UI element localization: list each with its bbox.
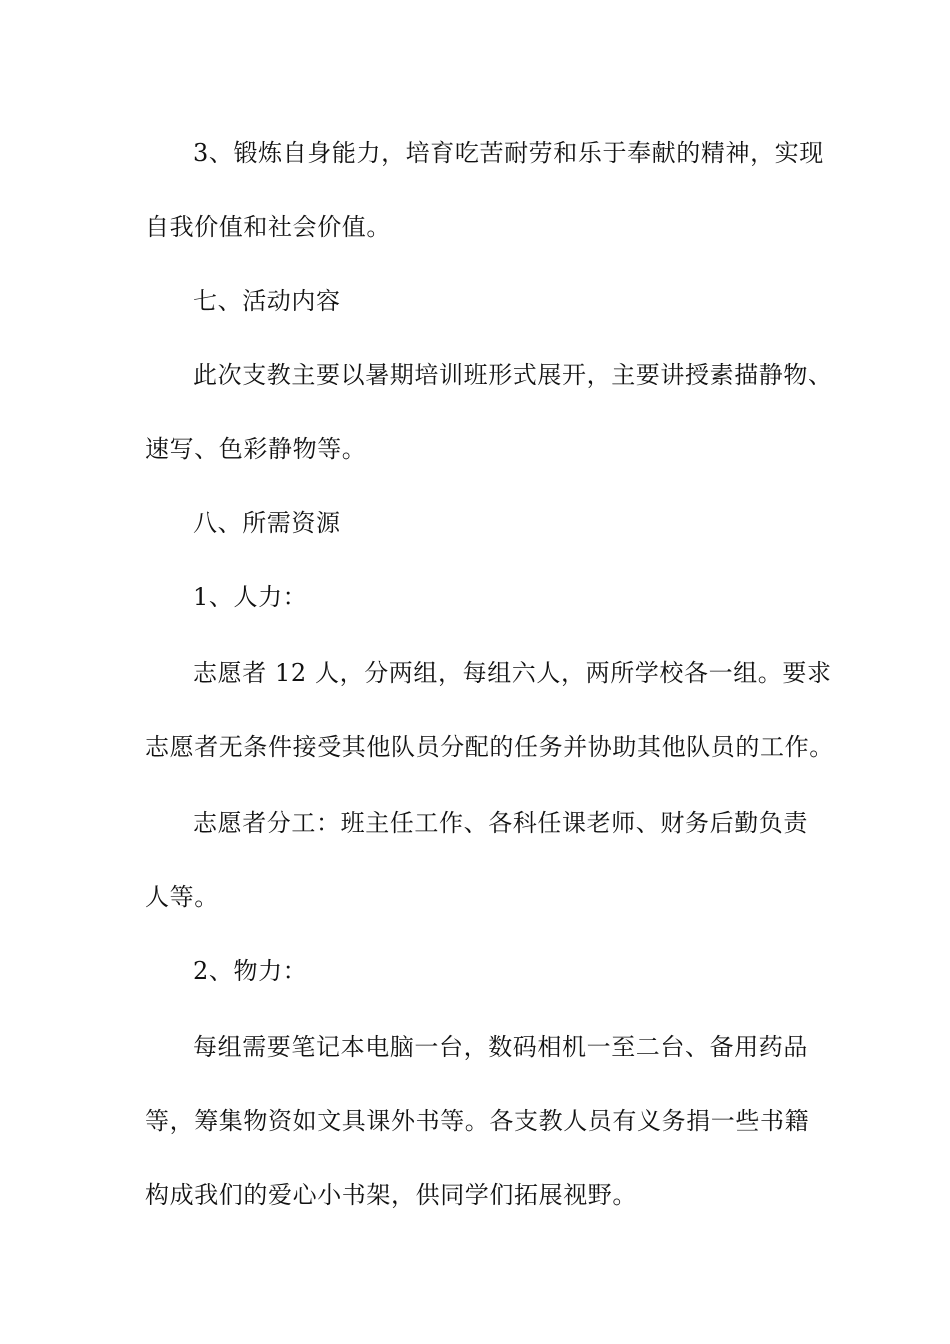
paragraph-line-materials-cont-2: 构成我们的爱心小书架，供同学们拓展视野。 [145,1181,637,1209]
paragraph-line-volunteers-cont: 志愿者无条件接受其他队员分配的任务并协助其他队员的工作。 [145,733,834,761]
paragraph-line-activity-cont: 速写、色彩静物等。 [145,435,367,463]
paragraph-line-goal-3-cont: 自我价值和社会价值。 [145,213,391,241]
section-heading-activity-content: 七、活动内容 [193,287,341,315]
paragraph-line-activity: 此次支教主要以暑期培训班形式展开，主要讲授素描静物、 [193,361,833,389]
subheading-materials: 2、物力： [193,957,308,985]
paragraph-line-division: 志愿者分工：班主任工作、各科任课老师、财务后勤负责 [193,809,808,837]
section-heading-resources: 八、所需资源 [193,509,341,537]
paragraph-line-division-cont: 人等。 [145,883,219,911]
paragraph-line-goal-3: 3、锻炼自身能力，培育吃苦耐劳和乐于奉献的精神，实现 [193,139,824,167]
paragraph-line-materials: 每组需要笔记本电脑一台，数码相机一至二台、备用药品 [193,1033,808,1061]
paragraph-line-materials-cont-1: 等，筹集物资如文具课外书等。各支教人员有义务捐一些书籍 [145,1107,810,1135]
paragraph-line-volunteers: 志愿者 12 人，分两组，每组六人，两所学校各一组。要求 [193,659,832,687]
subheading-manpower: 1、人力： [193,583,308,611]
